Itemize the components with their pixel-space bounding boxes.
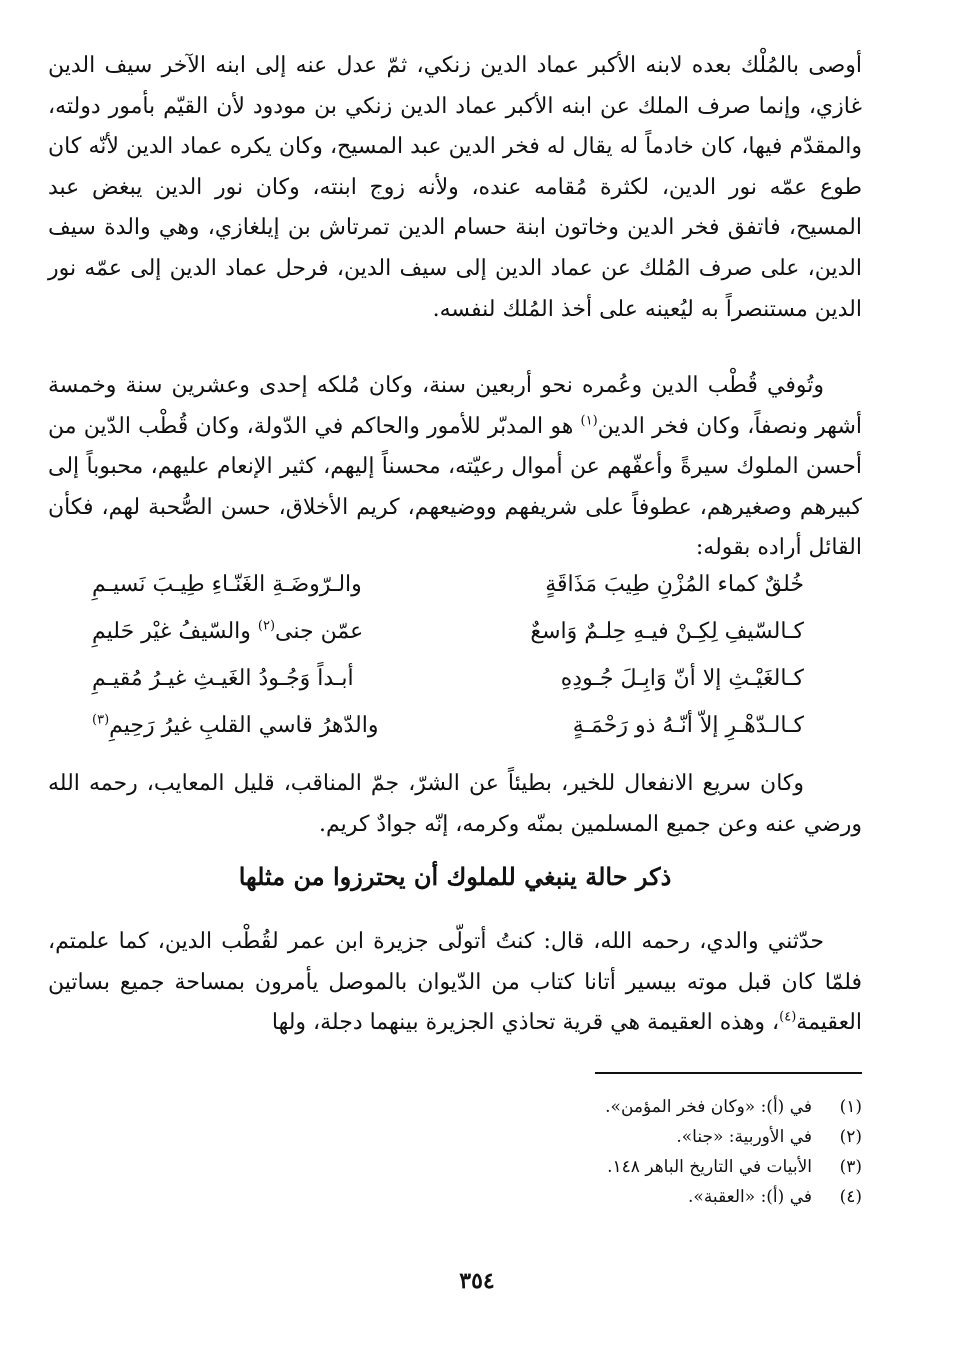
footnote-1 [48,1092,862,1122]
section-heading: ذكر حالة ينبغي للملوك أن يحترزوا من مثلها [238,862,672,891]
paragraph-4-part-b: ، وهذه العقيمة هي قرية تحاذي الجزيرة بينهما دجلة، ولها [271,1010,780,1036]
verse-2-second-hemistich [92,619,363,644]
footnote-ref-1: (١) [580,413,598,429]
paragraph-2-part-b: هو المدبّر للأمور والحاكم في الدّولة، وكان قُطْب الدّين من أحسن الملوك سيرةً وأعفّهم عن أموال رعيّته، محسناً إليهم، كثير الإنعام عليهم، محبوباً إلى كبيرهم وصغيرهم، عطوفاً على شريفهم ووضيعهم، كريم الأخلاق، حسن الصُّحبة لهم، فكأن القائل أراده بقوله: [48,413,862,561]
footnote-text: الأبيات في التاريخ الباهر ١٤٨. [607,1157,812,1177]
footnote-separator [595,1072,862,1074]
footnote-number: (٢) [839,1127,862,1147]
footnote-number: (٤) [839,1187,862,1207]
footnote-text: في (أ): «وكان فخر المؤمن». [605,1097,812,1117]
footnote-text: في (أ): «العقبة». [688,1187,812,1207]
paragraph-1: أوصى بالمُلْك بعده لابنه الأكبر عماد الدين زنكي، ثمّ عدل عنه إلى ابنه الآخر سيف الدين غازي، وإنما صرف الملك عن ابنه الأكبر عماد الدين زنكي بن مودود لأن القيّم بأمور دولته، والمقدّم فيها، كان خادماً له يقال له فخر الدين عبد المسيح، وكان يكره عماد الدين لأنّه كان طوع عمّه نور الدين، لكثرة مُقامه عنده، ولأنه زوج ابنته، وكان نور الدين يبغض عبد المسيح، فاتفق فخر الدين وخاتون ابنة حسام الدين تمرتاش بن إيلغازي، وهي والدة سيف الدين، على صرف المُلك عن عماد الدين إلى سيف الدين، فرحل عماد الدين إلى عمّه نور الدين مستنصراً به ليُعينه على أخذ المُلك لنفسه. [48,53,862,322]
poem-verse-1 [92,572,804,619]
verse-4-second-hemistich-text: والدّهرُ قاسي القلبِ غيرُ رَحِيمِ [109,713,379,738]
poem-verse-3 [92,666,804,713]
verse-2-second-hemistich-end: والسّيفُ غيْر حَليمِ [92,619,258,644]
paragraph-3: وكان سريع الانفعال للخير، بطيئاً عن الشرّ، جمّ المناقب، قليل المعايب، رحمه الله ورضي عنه وعن جميع المسلمين بمنّه وكرمه، إنّه جوادٌ كريم. [48,771,862,837]
verse-2-second-hemistich-start: عمّن جنى [275,619,364,644]
footnote-text: في الأوربية: «جنا». [676,1127,812,1147]
verse-1-first-hemistich: خُلقٌ كماء المُزْنِ طِيبَ مَذَاقَةٍ [545,572,804,597]
footnote-number: (٣) [839,1157,862,1177]
paragraph-4-part-a: حدّثني والدي، رحمه الله، قال: كنتُ أتولّى جزيرة ابن عمر لقُطْب الدين، كما علمتم، فلمّا كان قبل موته بيسير أتانا كتاب من الدّيوان بالموصل يأمرون بمساحة جميع بساتين العقيمة [48,929,862,1036]
poem [92,572,804,760]
poem-verse-2 [92,619,804,666]
paragraph-4 [48,922,862,1044]
verse-3-second-hemistich: أبـداً وَجُـودُ الغَيـثِ غيـرُ مُقيـمِ [92,666,354,691]
verse-4-second-hemistich [92,713,378,738]
verse-1-second-hemistich: والـرّوضَـةِ الغَنّـاءِ طِيـبَ نَسيـمِ [92,572,362,597]
footnotes [48,1092,862,1212]
footnote-2 [48,1122,862,1152]
verse-4-first-hemistich: كـالـدّهْـرِ إلاّ أنّـهُ ذو رَحْمَـةٍ [572,713,804,738]
verse-3-first-hemistich: كـالغَيْـثِ إلا أنّ وَابِـلَ جُـودِهِ [560,666,804,691]
poem-verse-4 [92,713,804,760]
footnote-ref-2: (٢) [257,618,276,634]
footnote-ref-4: (٤) [779,1009,797,1025]
page-number: ٣٥٤ [459,1268,495,1294]
verse-2-first-hemistich: كـالسّيفِ لِكِـنْ فيـهِ حِلـمٌ وَاسعٌ [530,619,804,644]
footnote-number: (١) [839,1097,862,1117]
footnote-3 [48,1152,862,1182]
footnote-4 [48,1182,862,1212]
paragraph-2 [48,366,862,569]
paragraph-2-part-a: وتُوفي قُطْب الدين وعُمره نحو أربعين سنة، وكان مُلكه إحدى وعشرين سنة وخمسة أشهر ونصفاً، وكان فخر الدين [48,373,862,439]
footnote-ref-3: (٣) [92,712,110,728]
